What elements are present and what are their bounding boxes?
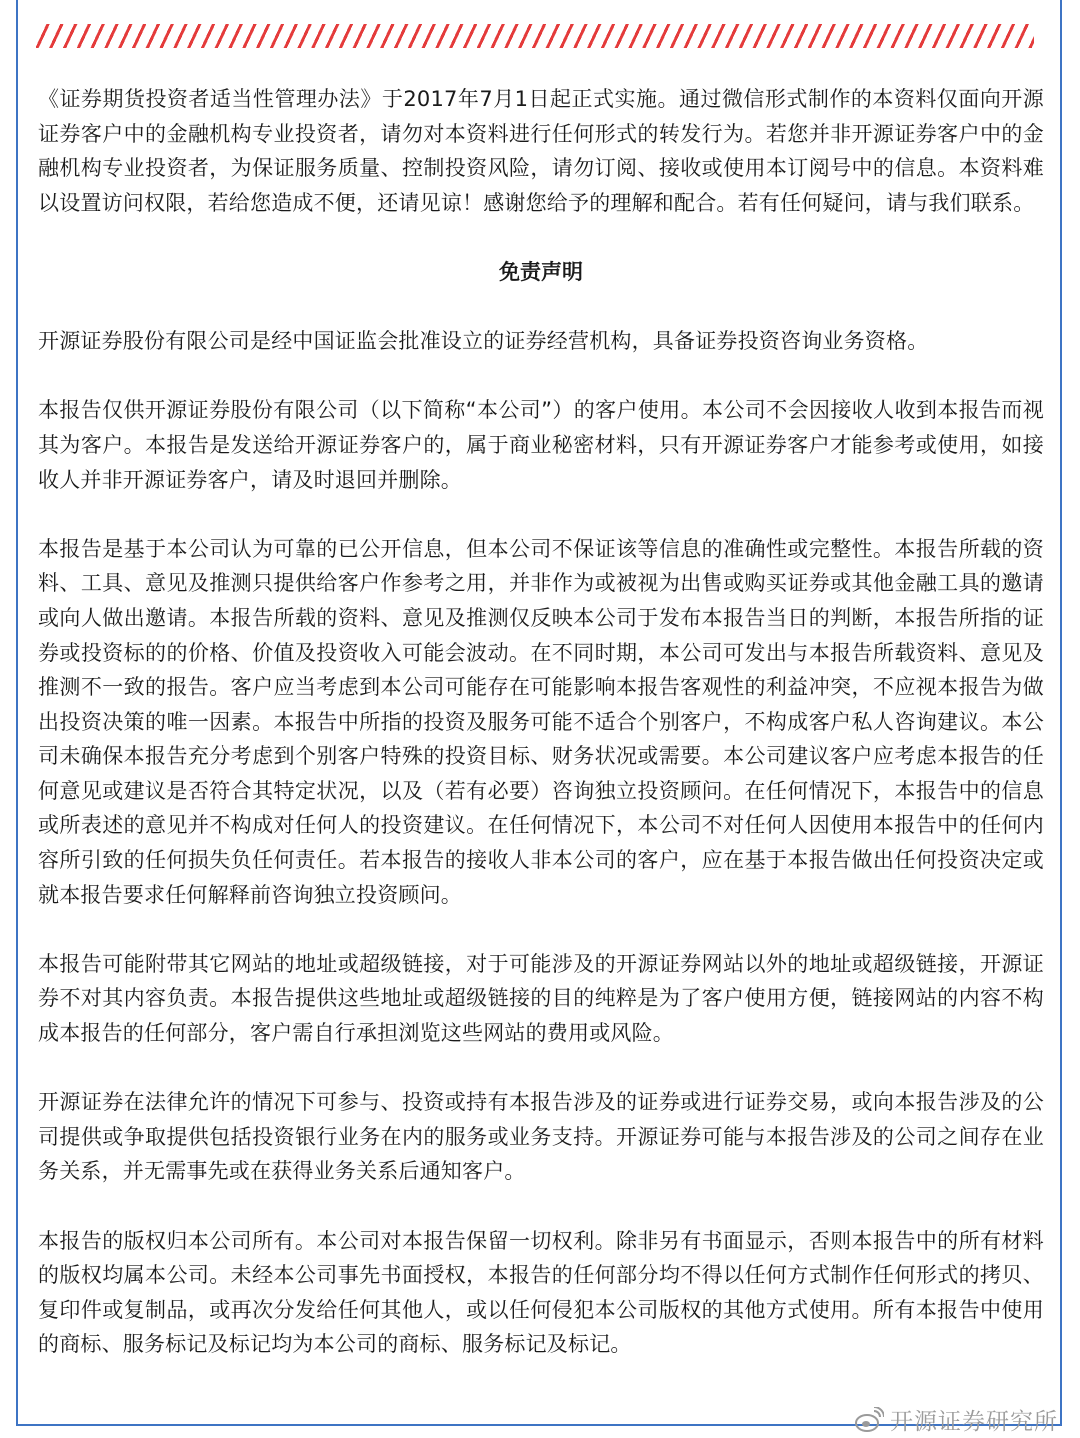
disclaimer-paragraph-3: 本报告是基于本公司认为可靠的已公开信息，但本公司不保证该等信息的准确性或完整性。本报告所载的资料、工具、意见及推测只提供给客户作参考之用，并非作为或被视为出售或购买证券或其他金融工具的邀请或向人做出邀请。本报告所载的资料、意见及推测仅反映本公司于发布本报告当日的判断，本报告所指的证券或投资标的的价格、价值及投资收入可能会波动。在不同时期，本公司可发出与本报告所载资料、意见及推测不一致的报告。客户应当考虑到本公司可能存在可能影响本报告客观性的利益冲突，不应视本报告为做出投资决策的唯一因素。本报告中所指的投资及服务可能不适合个别客户，不构成客户私人咨询建议。本公司未确保本报告充分考虑到个别客户特殊的投资目标、财务状况或需要。本公司建议客户应考虑本报告的任何意见或建议是否符合其特定状况，以及（若有必要）咨询独立投资顾问。在任何情况下，本报告中的信息或所表述的意见并不构成对任何人的投资建议。在任何情况下，本公司不对任何人因使用本报告中的任何内容所引致的任何损失负任何责任。若本报告的接收人非本公司的客户，应在基于本报告做出任何投资决定或就本报告要求任何解释前咨询独立投资顾问。 <box>38 536 1044 907</box>
disclaimer-paragraph-1: 开源证券股份有限公司是经中国证监会批准设立的证券经营机构，具备证券投资咨询业务资格。 <box>38 329 929 354</box>
intro-paragraph: 《证券期货投资者适当性管理办法》于2017年7月1日起正式实施。通过微信形式制作的本资料仅面向开源证券客户中的金融机构专业投资者，请勿对本资料进行任何形式的转发行为。若您并非开源证券客户中的金融机构专业投资者，为保证服务质量、控制投资风险，请勿订阅、接收或使用本订阅号中的信息。本资料难以设置访问权限，若给您造成不便，还请见谅！感谢您给予的理解和配合。若有任何疑问，请与我们联系。 <box>38 87 1044 215</box>
disclaimer-paragraph-5: 开源证券在法律允许的情况下可参与、投资或持有本报告涉及的证券或进行证券交易，或向本报告涉及的公司提供或争取提供包括投资银行业务在内的服务或业务支持。开源证券可能与本报告涉及的公司之间存在业务关系，并无需事先或在获得业务关系后通知客户。 <box>38 1090 1044 1184</box>
disclaimer-title: 免责声明 <box>499 259 583 284</box>
decorative-stripe-bar <box>36 24 1034 48</box>
watermark <box>854 1403 1058 1436</box>
watermark-text: 开源证券研究所 <box>890 1409 1058 1435</box>
weibo-icon <box>854 1407 884 1433</box>
document-body <box>38 82 1044 1397</box>
disclaimer-paragraph-6: 本报告的版权归本公司所有。本公司对本报告保留一切权利。除非另有书面显示，否则本报告中的所有材料的版权均属本公司。未经本公司事先书面授权，本报告的任何部分均不得以任何方式制作任何形式的拷贝、复印件或复制品，或再次分发给任何其他人，或以任何侵犯本公司版权的其他方式使用。所有本报告中使用的商标、服务标记及标记均为本公司的商标、服务标记及标记。 <box>38 1228 1044 1357</box>
disclaimer-paragraph-4: 本报告可能附带其它网站的地址或超级链接，对于可能涉及的开源证券网站以外的地址或超级链接，开源证券不对其内容负责。本报告提供这些地址或超级链接的目的纯粹是为了客户使用方便，链接网站的内容不构成本报告的任何部分，客户需自行承担浏览这些网站的费用或风险。 <box>38 951 1044 1046</box>
disclaimer-paragraph-2: 本报告仅供开源证券股份有限公司（以下简称“本公司”）的客户使用。本公司不会因接收人收到本报告而视其为客户。本报告是发送给开源证券客户的，属于商业秘密材料，只有开源证券客户才能参考或使用，如接收人并非开源证券客户，请及时退回并删除。 <box>38 398 1044 492</box>
